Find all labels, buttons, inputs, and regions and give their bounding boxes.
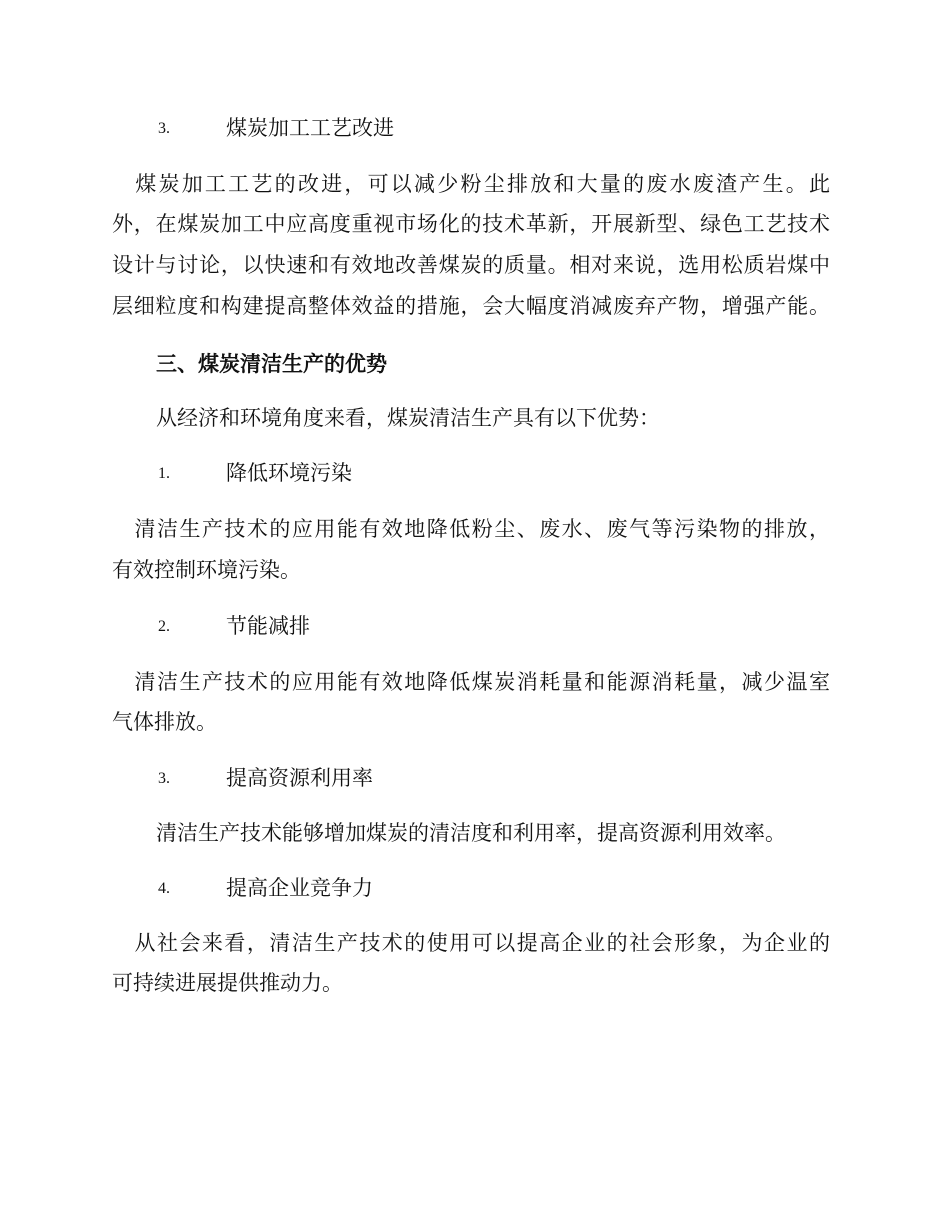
paragraph-line: 有效控制环境污染。: [112, 558, 301, 582]
list-number: 3.: [158, 120, 170, 137]
paragraph-line: 层细粒度和构建提高整体效益的措施，会大幅度消减废弃产物，增强产能。: [112, 294, 830, 318]
paragraph-line: 从社会来看，清洁生产技术的使用可以提高企业的社会形象，为企业的: [112, 931, 830, 955]
intro-paragraph: 从经济和环境角度来看，煤炭清洁生产具有以下优势：: [156, 406, 660, 430]
list-number: 2.: [158, 618, 170, 635]
list-number: 4.: [158, 880, 170, 897]
paragraph-line: 清洁生产技术的应用能有效地降低煤炭消耗量和能源消耗量，减少温室: [112, 670, 830, 694]
paragraph-line: 清洁生产技术能够增加煤炭的清洁度和利用率，提高资源利用效率。: [156, 821, 786, 845]
list-item-title: 提高企业竞争力: [226, 876, 373, 900]
paragraph-line: 外，在煤炭加工中应高度重视市场化的技术革新，开展新型、绿色工艺技术: [112, 212, 830, 236]
list-item-title: 降低环境污染: [226, 461, 352, 485]
paragraph-line: 清洁生产技术的应用能有效地降低粉尘、废水、废气等污染物的排放，: [112, 517, 830, 541]
list-item-title: 煤炭加工工艺改进: [226, 116, 394, 140]
list-item-title: 节能减排: [226, 614, 310, 638]
list-number: 3.: [158, 770, 170, 787]
paragraph-line: 可持续进展提供推动力。: [112, 971, 343, 995]
section-heading: 三、煤炭清洁生产的优势: [156, 351, 387, 376]
paragraph-line: 气体排放。: [112, 710, 217, 734]
list-item-title: 提高资源利用率: [226, 766, 373, 790]
paragraph-line: 煤炭加工工艺的改进，可以减少粉尘排放和大量的废水废渣产生。此: [112, 172, 830, 196]
list-number: 1.: [158, 465, 170, 482]
paragraph-line: 设计与讨论，以快速和有效地改善煤炭的质量。相对来说，选用松质岩煤中: [112, 253, 830, 277]
